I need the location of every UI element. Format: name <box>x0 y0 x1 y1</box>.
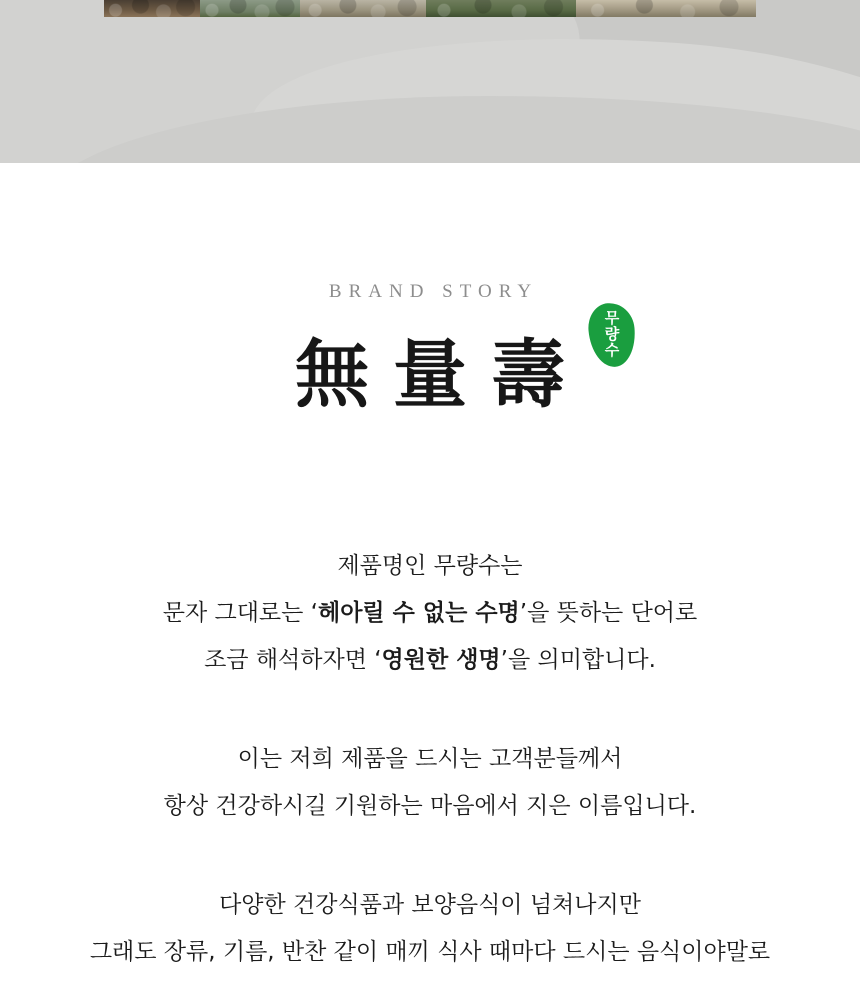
photo-texture-overlay <box>104 0 200 17</box>
story-line <box>0 929 860 976</box>
brand-logo <box>271 309 620 425</box>
story-line <box>0 637 860 684</box>
story-line <box>0 736 860 783</box>
story-text: ’을 뜻하는 단어로 <box>519 600 698 626</box>
photo-texture-overlay <box>576 0 756 17</box>
brand-logo-hanja: 無量壽 <box>295 332 589 418</box>
story-emphasis: 헤아릴 수 없는 수명 <box>318 600 520 626</box>
story-text: 그래도 장류, 기름, 반찬 같이 매끼 식사 때마다 드시는 음식이야말로 <box>89 939 771 965</box>
photo-texture-overlay <box>300 0 426 17</box>
brand-story-section <box>0 163 860 976</box>
story-text: 다양한 건강식품과 보양음식이 넘쳐나지만 <box>219 892 641 918</box>
story-text: 이는 저희 제품을 드시는 고객분들께서 <box>237 746 623 772</box>
story-line <box>0 590 860 637</box>
story-paragraph <box>0 736 860 830</box>
brand-seal-text: 무량수 <box>604 309 620 359</box>
story-line <box>0 882 860 929</box>
photo-leaves-image <box>200 0 300 17</box>
top-banner <box>0 0 860 163</box>
story-text: 항상 건강하시길 기원하는 마음에서 지은 이름입니다. <box>163 793 697 819</box>
brand-seal-icon <box>586 301 637 369</box>
photo-texture-overlay <box>200 0 300 17</box>
photo-texture-overlay <box>426 0 576 17</box>
story-body <box>0 543 860 976</box>
story-paragraph <box>0 882 860 976</box>
photo-field-image <box>426 0 576 17</box>
brand-story-label: BRAND STORY <box>328 281 539 302</box>
story-line <box>0 783 860 830</box>
photo-soil-image <box>104 0 200 17</box>
photo-harvest-image <box>576 0 756 17</box>
story-text: 문자 그대로는 ‘ <box>162 600 318 626</box>
story-emphasis: 영원한 생명 <box>381 647 501 673</box>
story-paragraph <box>0 543 860 684</box>
story-text: ’을 의미합니다. <box>500 647 656 673</box>
story-text: 조금 해석하자면 ‘ <box>204 647 382 673</box>
photo-grain-image <box>300 0 426 17</box>
photo-strip <box>104 0 756 17</box>
story-text: 제품명인 무량수는 <box>337 553 523 579</box>
story-line <box>0 543 860 590</box>
